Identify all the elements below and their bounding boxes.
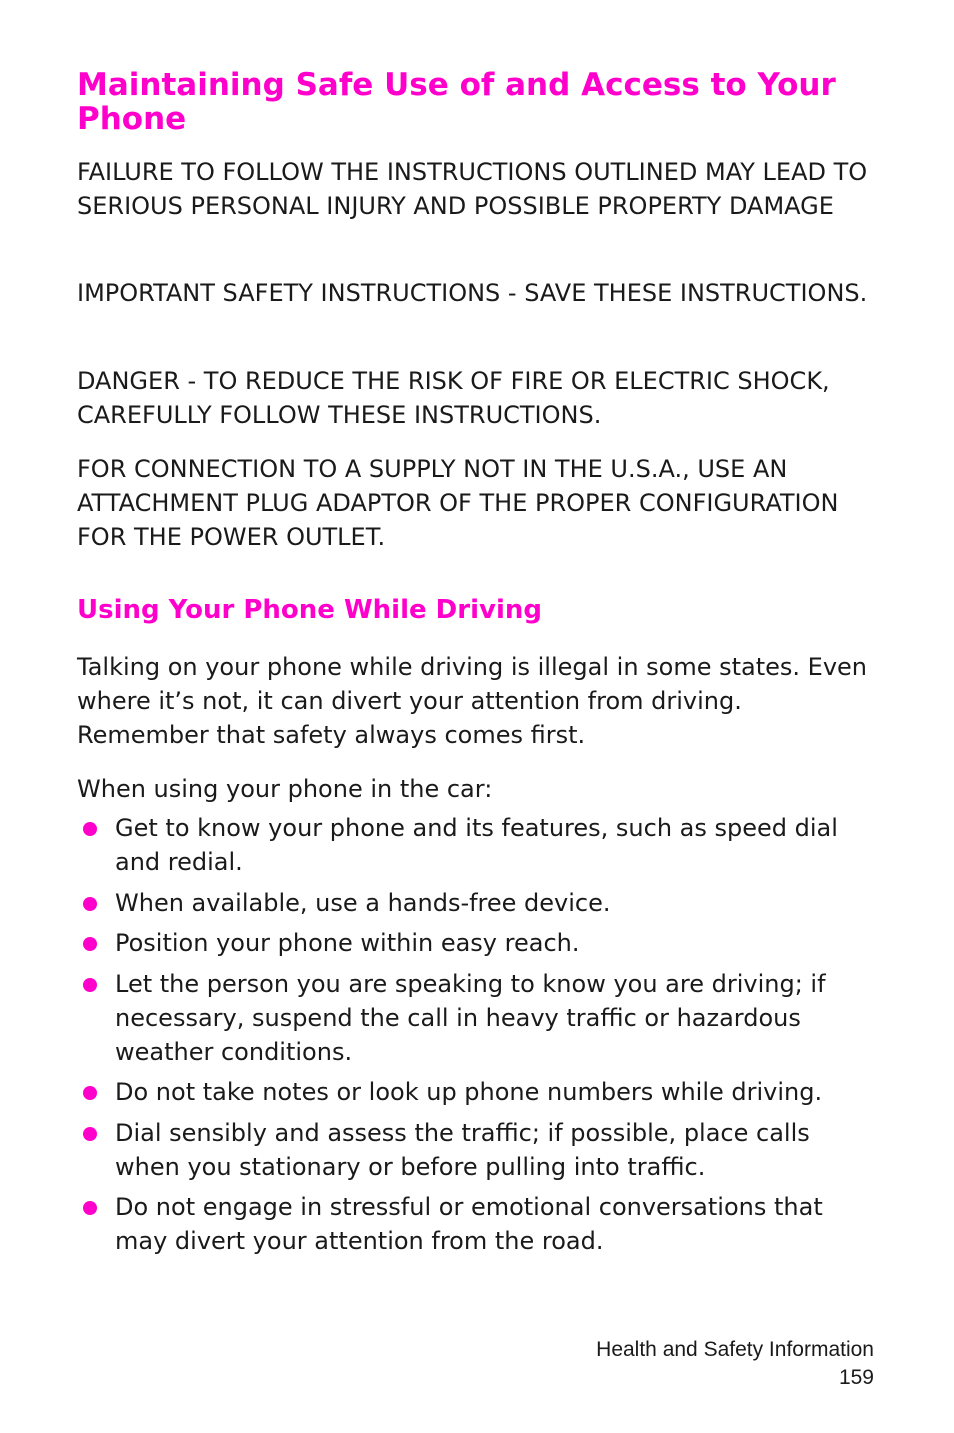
list-item <box>77 1190 877 1258</box>
bullet-dot-icon <box>83 937 97 951</box>
section-intro: Talking on your phone while driving is illegal in some states. Even where it’s not, it can divert your attention from driving. Remember that safety always comes first. <box>77 653 868 749</box>
list-item <box>77 811 877 879</box>
list-item <box>77 1075 877 1109</box>
list-item-text: Position your phone within easy reach. <box>115 929 580 957</box>
list-item-text: When available, use a hands-free device. <box>115 888 611 917</box>
list-item-text: Get to know your phone and its features, such as speed dial and redial. <box>115 814 838 876</box>
warning-failure: FAILURE TO FOLLOW THE INSTRUCTIONS OUTLINED MAY LEAD TO SERIOUS PERSONAL INJURY AND POSSIBLE PROPERTY DAMAGE <box>77 158 868 220</box>
bullet-dot-icon <box>83 978 97 992</box>
footer-section-name: Health and Safety Information <box>596 1338 874 1361</box>
list-item <box>77 1116 877 1184</box>
list-item <box>77 926 877 960</box>
bullet-dot-icon <box>83 822 97 836</box>
bullet-dot-icon <box>83 1127 97 1141</box>
list-intro: When using your phone in the car: <box>77 775 493 803</box>
page-footer <box>596 1336 874 1392</box>
list-item-text: Let the person you are speaking to know you are driving; if necessary, suspend the call in heavy traffic or hazardous weather conditions. <box>115 969 826 1066</box>
list-item <box>77 886 877 920</box>
driving-tips-list <box>77 811 877 1265</box>
list-item-text: Do not engage in stressful or emotional conversations that may divert your attention from the road. <box>115 1193 823 1255</box>
bullet-dot-icon <box>83 1201 97 1215</box>
list-item <box>77 967 877 1069</box>
bullet-dot-icon <box>83 897 97 911</box>
bullet-dot-icon <box>83 1086 97 1100</box>
page-title: Maintaining Safe Use of and Access to Your Phone <box>77 67 836 137</box>
list-item-text: Do not take notes or look up phone numbers while driving. <box>115 1078 823 1106</box>
section-heading: Using Your Phone While Driving <box>77 595 542 625</box>
warning-important: IMPORTANT SAFETY INSTRUCTIONS - SAVE THESE INSTRUCTIONS. <box>77 279 868 307</box>
warning-connection: FOR CONNECTION TO A SUPPLY NOT IN THE U.S.A., USE AN ATTACHMENT PLUG ADAPTOR OF THE PROPER CONFIGURATION FOR THE POWER OUTLET. <box>77 455 839 551</box>
list-item-text: Dial sensibly and assess the traffic; if possible, place calls when you stationary or before pulling into traffic. <box>115 1118 810 1181</box>
page-number: 159 <box>838 1366 874 1389</box>
warning-danger: DANGER - TO REDUCE THE RISK OF FIRE OR ELECTRIC SHOCK, CAREFULLY FOLLOW THESE INSTRUCTIONS. <box>77 367 830 429</box>
